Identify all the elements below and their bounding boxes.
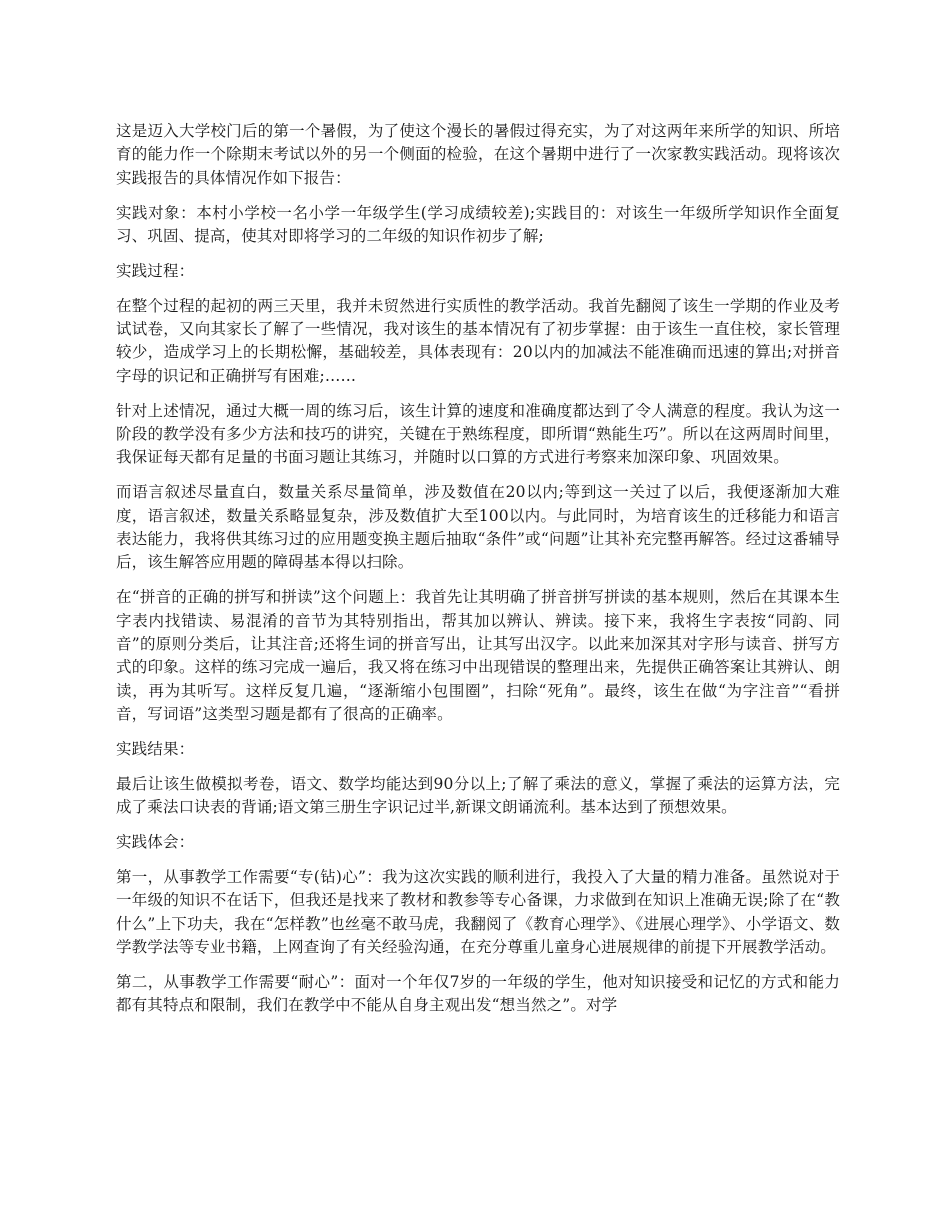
heading-practice-result: 实践结果：	[116, 740, 195, 759]
paragraph-pinyin: 在“拼音的正确的拼写和拼读”这个问题上：我首先让其明确了拼音拼写拼读的基本规则，然后在其课本生字表内找错读、易混淆的音节为其特别指出，帮其加以辨认、辨读。接下来，我将生字表按“同韵、同音”的原则分类后，让其注音;还将生词的拼音写出，让其写出汉字。以此来加深其对字形与读音、拼写方式的印象。这样的练习完成一遍后，我又将在练习中出现错误的整理出来，先提供正确答案让其辨认、朗读，再为其听写。这样反复几遍，“逐渐缩小包围圈”，扫除“死角”。最终，该生在做“为字注音”“看拼音，写词语”这类型习题是都有了很高的正确率。	[116, 588, 840, 724]
paragraph-reflection-first: 第一，从事教学工作需要“专(钻)心”：我为这次实践的顺利进行，我投入了大量的精力准备。虽然说对于一年级的知识不在话下，但我还是找来了教材和教参等专心备课，力求做到在知识上准确无误;除了在“教什么”上下功夫，我在“怎样教”也丝毫不敢马虎，我翻阅了《教育心理学》、《进展心理学》、小学语文、数学教学法等专业书籍，上网查询了有关经验沟通，在充分尊重儿童身心进展规律的前提下开展教学活动。	[116, 867, 840, 957]
paragraph-practice-target: 实践对象：本村小学校一名小学一年级学生(学习成绩较差);实践目的：对该生一年级所学知识作全面复习、巩固、提高，使其对即将学习的二年级的知识作初步了解;	[116, 203, 840, 246]
paragraph-result: 最后让该生做模拟考卷，语文、数学均能达到90分以上;了解了乘法的意义，掌握了乘法的运算方法，完成了乘法口诀表的背诵;语文第三册生字识记过半,新课文朗诵流利。基本达到了预想效果。	[116, 774, 840, 817]
paragraph-intro: 这是迈入大学校门后的第一个暑假，为了使这个漫长的暑假过得充实，为了对这两年来所学的知识、所培育的能力作一个除期末考试以外的另一个侧面的检验，在这个暑期中进行了一次家教实践活动。现将该次实践报告的具体情况作如下报告：	[116, 122, 840, 187]
paragraph-word-problems: 而语言叙述尽量直白，数量关系尽量简单，涉及数值在20以内;等到这一关过了以后，我便逐渐加大难度，语言叙述，数量关系略显复杂，涉及数值扩大至100以内。与此同时，为培育该生的迁移能力和语言表达能力，我将供其练习过的应用题变换主题后抽取“条件”或“问题”让其补充完整再解答。经过这番辅导后，该生解答应用题的障碍基本得以扫除。	[116, 483, 840, 572]
paragraph-process-start: 在整个过程的起初的两三天里，我并未贸然进行实质性的教学活动。我首先翻阅了该生一学期的作业及考试试卷，又向其家长了解了一些情况，我对该生的基本情况有了初步掌握：由于该生一直住校，家长管理较少，造成学习上的长期松懈，基础较差，具体表现有：20以内的加减法不能准确而迅速的算出;对拼音字母的识记和正确拼写有困难;……	[116, 296, 840, 385]
heading-practice-process: 实践过程：	[116, 261, 195, 280]
paragraph-arithmetic-practice: 针对上述情况，通过大概一周的练习后，该生计算的速度和准确度都达到了令人满意的程度。我认为这一阶段的教学没有多少方法和技巧的讲究，关键在于熟练程度，即所谓“熟能生巧”。所以在这两周时间里，我保证每天都有足量的书面习题让其练习，并随时以口算的方式进行考察来加深印象、巩固效果。	[116, 401, 840, 467]
heading-practice-reflection: 实践体会：	[116, 833, 195, 852]
document-body	[116, 120, 840, 1029]
paragraph-reflection-second: 第二，从事教学工作需要“耐心”：面对一个年仅7岁的一年级的学生，他对知识接受和记忆的方式和能力都有其特点和限制，我们在教学中不能从自身主观出发“想当然之”。对学	[116, 972, 840, 1015]
